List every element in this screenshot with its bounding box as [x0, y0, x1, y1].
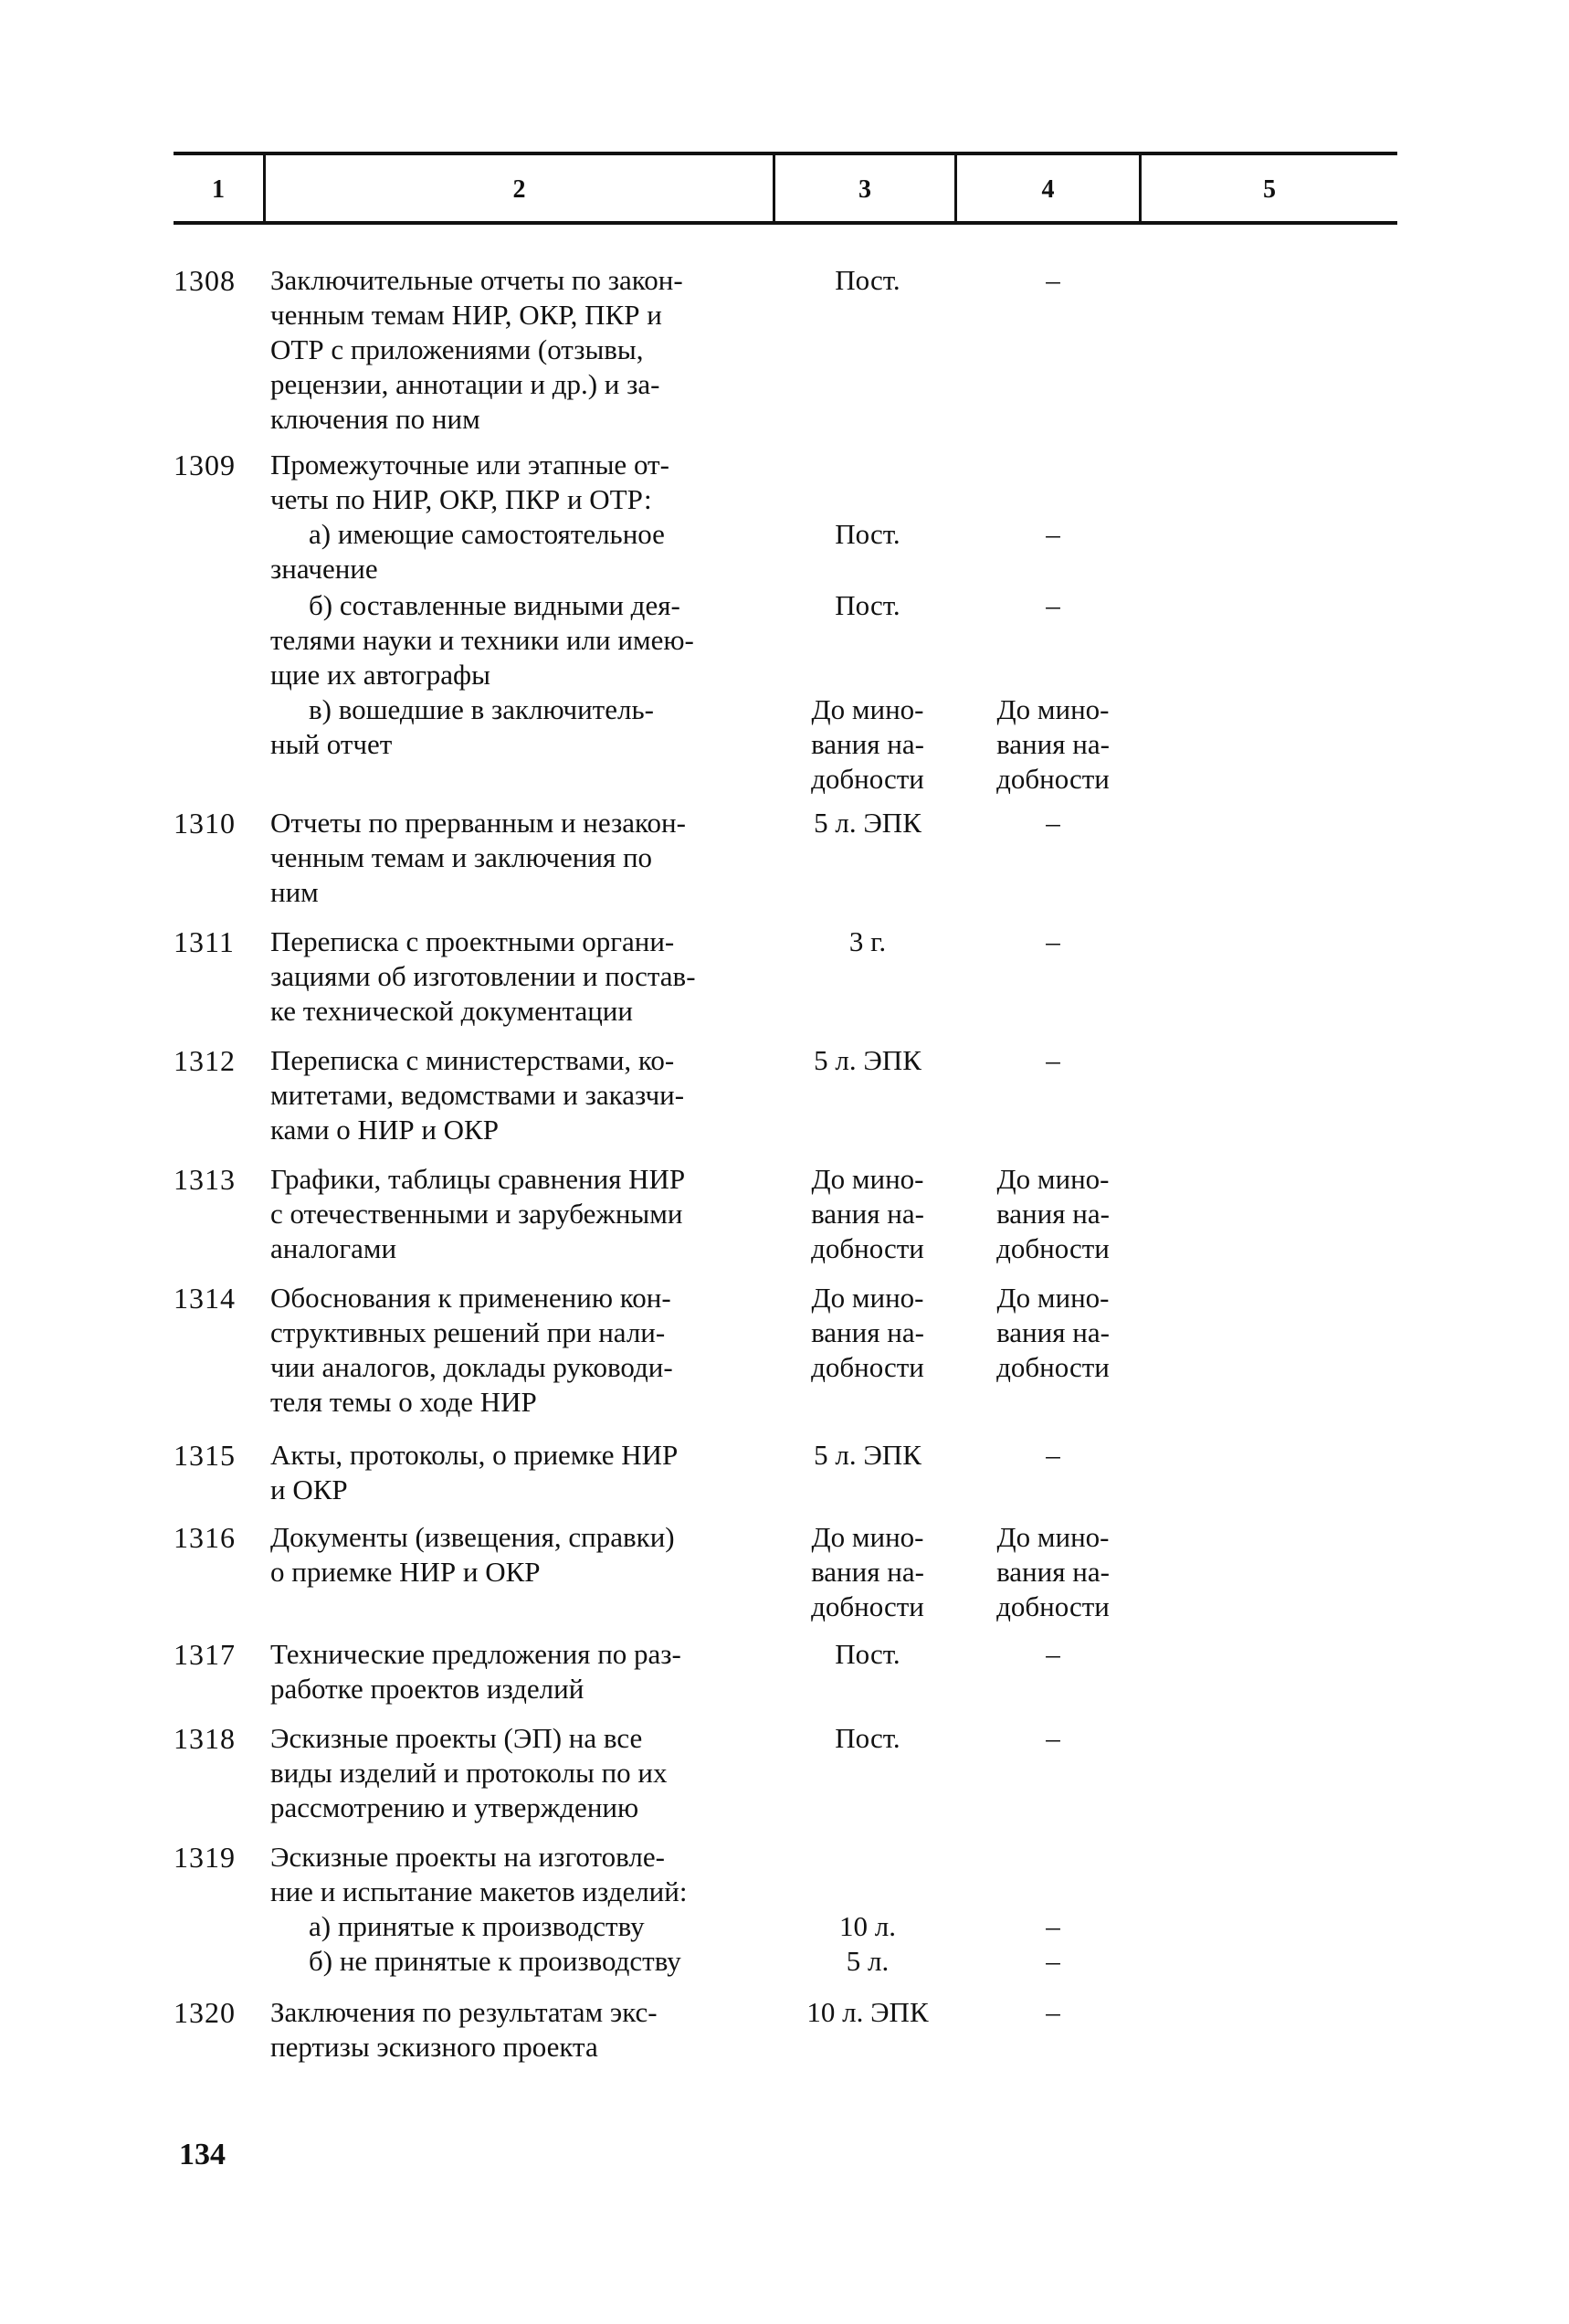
- row-description: [270, 1909, 791, 1944]
- row-description: [270, 517, 791, 586]
- row-number: 1312: [174, 1044, 236, 1077]
- description-line: ним: [270, 876, 319, 908]
- retention-period-alt: –: [1046, 1945, 1060, 1977]
- description-line: рассмотрению и утверждению: [270, 1791, 639, 1823]
- description-line: ченным темам и заключения по: [270, 841, 653, 873]
- row-description: [270, 806, 791, 910]
- description-line: чии аналогов, доклады руководи-: [270, 1351, 673, 1383]
- description-line: Обоснования к применению кон-: [270, 1282, 671, 1314]
- retention-period: 5 л. ЭПК: [814, 807, 921, 839]
- retention-period: Пост.: [835, 264, 900, 296]
- row-description: [270, 1162, 791, 1266]
- description-line: телями науки и техники или имею-: [270, 624, 694, 656]
- description-line: Эскизные проекты на изготовле-: [270, 1841, 665, 1873]
- retention-period-alt: До мино- вания на- добности: [996, 693, 1110, 795]
- description-line: Заключительные отчеты по закон-: [270, 264, 683, 296]
- description-line: Акты, протоколы, о приемке НИР: [270, 1439, 679, 1471]
- retention-period: 5 л. ЭПК: [814, 1044, 921, 1076]
- retention-period: Пост.: [835, 589, 900, 621]
- retention-period-alt: –: [1046, 807, 1060, 839]
- row-description: [270, 1043, 791, 1147]
- description-line: значение: [270, 553, 378, 585]
- row-number: 1309: [174, 449, 236, 481]
- row-description: [270, 263, 791, 437]
- retention-period-alt: –: [1046, 1722, 1060, 1754]
- description-line: а) принятые к производству: [309, 1910, 645, 1942]
- description-line: и ОКР: [270, 1474, 348, 1505]
- retention-period-alt: –: [1046, 925, 1060, 957]
- description-line: рецензии, аннотации и др.) и за-: [270, 368, 660, 400]
- row-description: [270, 1637, 791, 1706]
- retention-period-alt: –: [1046, 518, 1060, 550]
- header-col-3: 3: [858, 175, 871, 204]
- description-line: Графики, таблицы сравнения НИР: [270, 1163, 686, 1195]
- row-number: 1310: [174, 807, 236, 840]
- row-number: 1315: [174, 1439, 236, 1472]
- retention-period: 10 л. ЭПК: [806, 1996, 929, 2028]
- retention-period: Пост.: [835, 518, 900, 550]
- description-line: ный отчет: [270, 728, 393, 760]
- row-description: [270, 448, 791, 517]
- description-line: а) имеющие самостоятельное: [309, 518, 665, 550]
- row-number: 1313: [174, 1163, 236, 1196]
- retention-period: 3 г.: [848, 925, 887, 957]
- row-description: [270, 588, 791, 692]
- row-description: [270, 924, 791, 1029]
- description-line: б) не принятые к производству: [309, 1945, 681, 1977]
- row-description: [270, 1840, 791, 1909]
- retention-period-alt: –: [1046, 264, 1060, 296]
- description-line: пертизы эскизного проекта: [270, 2031, 598, 2063]
- description-line: ОТР с приложениями (отзывы,: [270, 333, 644, 365]
- retention-period-alt: До мино- вания на- добности: [996, 1521, 1110, 1622]
- description-line: Промежуточные или этапные от-: [270, 449, 669, 481]
- description-line: щие их автографы: [270, 659, 490, 691]
- row-number: 1316: [174, 1521, 236, 1554]
- retention-period-alt: –: [1046, 1910, 1060, 1942]
- retention-period-alt: –: [1046, 1638, 1060, 1670]
- header-col-4: 4: [1041, 175, 1055, 204]
- description-line: ние и испытание макетов изделий:: [270, 1875, 688, 1907]
- description-line: ченным темам НИР, ОКР, ПКР и: [270, 299, 662, 331]
- description-line: теля темы о ходе НИР: [270, 1386, 537, 1418]
- retention-period: До мино- вания на- добности: [811, 1282, 924, 1383]
- row-description: [270, 1944, 791, 1979]
- description-line: Отчеты по прерванным и незакон-: [270, 807, 686, 839]
- row-number: 1311: [174, 925, 235, 958]
- row-number: 1314: [174, 1282, 236, 1315]
- row-description: [270, 1721, 791, 1825]
- retention-period: Пост.: [835, 1638, 900, 1670]
- retention-period-alt: –: [1046, 1439, 1060, 1471]
- description-line: Переписка с проектными органи-: [270, 925, 675, 957]
- row-number: 1318: [174, 1722, 236, 1755]
- retention-period-alt: До мино- вания на- добности: [996, 1282, 1110, 1383]
- row-number: 1317: [174, 1638, 236, 1671]
- description-line: работке проектов изделий: [270, 1673, 584, 1705]
- description-line: в) вошедшие в заключитель-: [309, 693, 654, 725]
- description-line: Эскизные проекты (ЭП) на все: [270, 1722, 643, 1754]
- retention-period: Пост.: [835, 1722, 900, 1754]
- page-number: 134: [179, 2138, 226, 2171]
- retention-period: 5 л.: [846, 1945, 890, 1977]
- header-col-2: 2: [512, 175, 526, 204]
- description-line: о приемке НИР и ОКР: [270, 1556, 541, 1588]
- row-description: [270, 1281, 791, 1420]
- description-line: ке технической документации: [270, 995, 633, 1027]
- retention-period-alt: –: [1046, 1996, 1060, 2028]
- retention-period-alt: –: [1046, 589, 1060, 621]
- row-description: [270, 1995, 791, 2065]
- description-line: ключения по ним: [270, 403, 480, 435]
- retention-period-alt: До мино- вания на- добности: [996, 1163, 1110, 1264]
- row-description: [270, 1438, 791, 1507]
- retention-period: До мино- вания на- добности: [811, 1521, 924, 1622]
- header-col-1: 1: [212, 175, 225, 204]
- description-line: Технические предложения по раз-: [270, 1638, 681, 1670]
- description-line: с отечественными и зарубежными: [270, 1198, 683, 1230]
- description-line: Переписка с министерствами, ко-: [270, 1044, 675, 1076]
- header-col-5: 5: [1263, 175, 1276, 204]
- row-number: 1319: [174, 1841, 236, 1874]
- retention-period-alt: –: [1046, 1044, 1060, 1076]
- table-header: [174, 152, 1397, 225]
- retention-period: До мино- вания на- добности: [811, 693, 924, 795]
- row-number: 1308: [174, 264, 236, 297]
- row-number: 1320: [174, 1996, 236, 2029]
- description-line: Документы (извещения, справки): [270, 1521, 675, 1553]
- row-description: [270, 692, 791, 762]
- row-description: [270, 1520, 791, 1590]
- description-line: б) составленные видными дея-: [309, 589, 680, 621]
- retention-period: До мино- вания на- добности: [811, 1163, 924, 1264]
- description-line: зациями об изготовлении и постав-: [270, 960, 696, 992]
- description-line: митетами, ведомствами и заказчи-: [270, 1079, 685, 1111]
- description-line: Заключения по результатам экс-: [270, 1996, 658, 2028]
- retention-period: 10 л.: [839, 1910, 896, 1942]
- description-line: ками о НИР и ОКР: [270, 1114, 499, 1146]
- retention-period: 5 л. ЭПК: [814, 1439, 921, 1471]
- description-line: структивных решений при нали-: [270, 1316, 666, 1348]
- description-line: виды изделий и протоколы по их: [270, 1757, 668, 1789]
- description-line: четы по НИР, ОКР, ПКР и ОТР:: [270, 483, 652, 515]
- description-line: аналогами: [270, 1232, 397, 1264]
